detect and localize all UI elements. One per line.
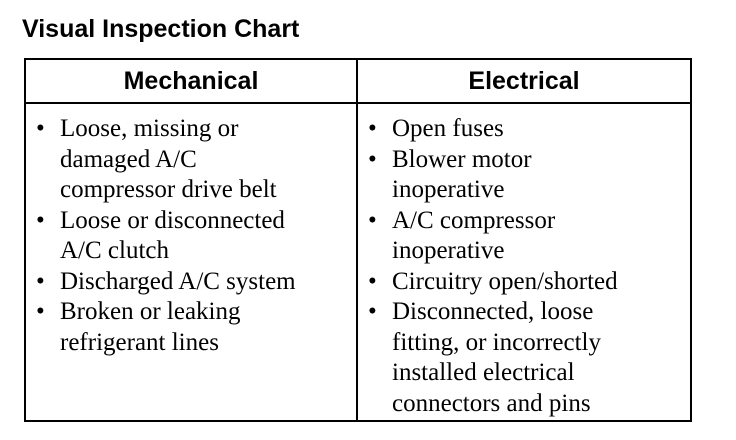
bullet-icon: •	[368, 298, 377, 325]
list-item-line: Blower motor	[392, 145, 532, 173]
list-item-line: A/C compressor	[392, 206, 556, 234]
body-row	[25, 103, 691, 421]
bullet-icon: •	[36, 298, 45, 325]
list-item	[358, 267, 690, 298]
list-item-line: connectors and pins	[392, 389, 591, 417]
list-item	[26, 297, 356, 358]
list-item	[26, 206, 356, 267]
header-mechanical: Mechanical	[25, 59, 357, 103]
list-item-line: Broken or leaking	[60, 298, 241, 325]
electrical-list	[358, 104, 690, 419]
bullet-icon: •	[368, 267, 377, 295]
list-item	[26, 267, 356, 298]
list-item	[358, 114, 690, 145]
list-item	[358, 206, 690, 267]
list-item-line: damaged A/C	[60, 145, 197, 173]
list-item-line: refrigerant lines	[60, 328, 219, 356]
bullet-icon: •	[36, 267, 45, 295]
bullet-icon: •	[368, 115, 377, 142]
list-item	[358, 297, 690, 419]
list-item-line: Discharged A/C system	[60, 267, 296, 295]
header-electrical: Electrical	[357, 59, 691, 103]
list-item-line: Open fuses	[392, 115, 504, 142]
list-item-line: A/C clutch	[60, 237, 170, 264]
electrical-cell	[357, 103, 691, 421]
mechanical-cell	[25, 103, 357, 421]
list-item	[358, 145, 690, 206]
list-item	[26, 114, 356, 206]
bullet-icon: •	[368, 206, 377, 234]
bullet-icon: •	[368, 145, 377, 173]
list-item-line: Disconnected, loose	[392, 298, 594, 325]
bullet-icon: •	[36, 115, 45, 142]
list-item-line: Circuitry open/shorted	[392, 267, 618, 295]
list-item-line: compressor drive belt	[60, 176, 277, 203]
list-item-line: inoperative	[392, 176, 505, 203]
bullet-icon: •	[36, 206, 45, 234]
list-item-line: Loose or disconnected	[60, 206, 285, 234]
list-item-line: fitting, or incorrectly	[392, 328, 601, 356]
chart-title: Visual Inspection Chart	[22, 15, 300, 43]
list-item-line: installed electrical	[392, 359, 575, 386]
list-item-line: inoperative	[392, 237, 505, 264]
header-row	[25, 59, 691, 103]
list-item-line: Loose, missing or	[60, 115, 239, 142]
inspection-table	[24, 58, 692, 422]
mechanical-list	[26, 104, 356, 358]
